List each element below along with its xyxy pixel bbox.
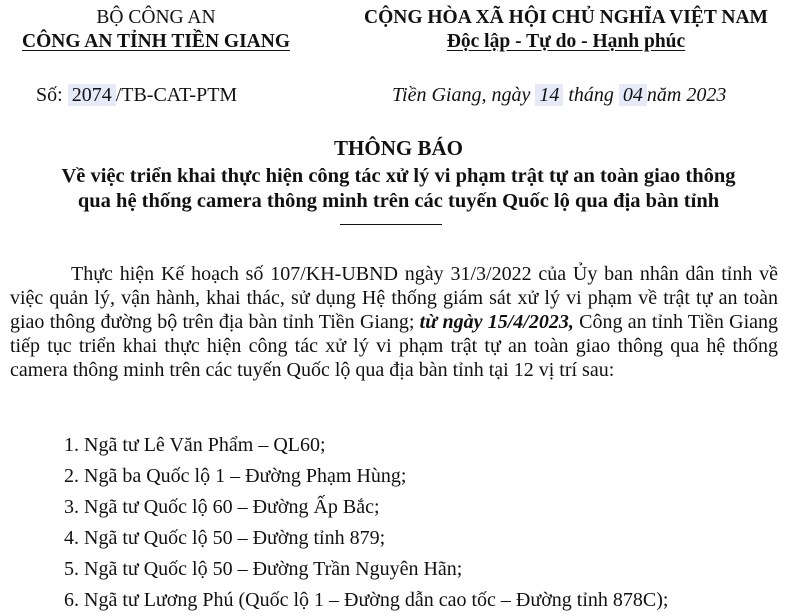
- nation-name: CỘNG HÒA XÃ HỘI CHỦ NGHĨA VIỆT NAM: [364, 7, 768, 28]
- national-motto-block: [335, 6, 797, 54]
- number-value: 2074: [68, 84, 116, 106]
- list-item: 5. Ngã tư Quốc lộ 50 – Đường Trần Nguyên Hãn;: [64, 558, 463, 580]
- place-date-prefix: Tiền Giang, ngày: [392, 84, 531, 106]
- list-item: 3. Ngã tư Quốc lộ 60 – Đường Ấp Bắc;: [64, 496, 380, 518]
- month-label: tháng: [568, 84, 614, 106]
- number-label: Số:: [36, 84, 63, 106]
- body-paragraph: [10, 262, 778, 382]
- document-number: [36, 84, 237, 107]
- document-subtitle: [0, 164, 797, 214]
- camera-location-list: [64, 430, 668, 616]
- document-title: THÔNG BÁO: [334, 136, 463, 160]
- list-item: 6. Ngã tư Lương Phú (Quốc lộ 1 – Đường dẫn cao tốc – Đường tỉnh 878C);: [64, 589, 669, 611]
- list-item: 4. Ngã tư Quốc lộ 50 – Đường tỉnh 879;: [64, 527, 386, 549]
- date-month: 04: [619, 84, 647, 106]
- subtitle-line-1: Về việc triển khai thực hiện công tác xử lý vi phạm trật tự an toàn giao thông: [61, 165, 736, 187]
- ministry-name: BỘ CÔNG AN: [96, 7, 216, 28]
- subtitle-line-2: qua hệ thống camera thông minh trên các tuyến Quốc lộ qua địa bàn tỉnh: [77, 190, 720, 212]
- body-part-2: Công an tỉnh Tiền Giang tiếp tục triển khai thực hiện công tác xử lý vi phạm trật tự an toàn giao thông qua hệ thống camera thông minh trên các tuyến Quốc lộ qua địa bàn tỉnh tại 12 vị trí sau:: [10, 311, 779, 381]
- year-label: năm 2023: [646, 84, 727, 106]
- body-part-1: Thực hiện Kế hoạch số 107/KH-UBND ngày 31/3/2022 của Ủy ban nhân dân tỉnh về việc quản lý, vận hành, khai thác, sử dụng Hệ thống giám sát xử lý vi phạm về trật tự an toàn giao thông đường bộ trên địa bàn tỉnh Tiền Giang;: [10, 263, 778, 333]
- number-code: /TB-CAT-PTM: [115, 84, 238, 106]
- list-item: 2. Ngã ba Quốc lộ 1 – Đường Phạm Hùng;: [64, 465, 407, 487]
- document-date: [392, 84, 726, 107]
- effective-date-emphasis: từ ngày 15/4/2023,: [419, 311, 574, 333]
- motto: Độc lập - Tự do - Hạnh phúc: [446, 31, 686, 52]
- list-item: 1. Ngã tư Lê Văn Phẩm – QL60;: [64, 434, 326, 456]
- issuing-agency-block: [0, 6, 312, 54]
- title-divider: [340, 224, 442, 225]
- date-day: 14: [535, 84, 563, 106]
- agency-name: CÔNG AN TỈNH TIỀN GIANG: [21, 31, 290, 52]
